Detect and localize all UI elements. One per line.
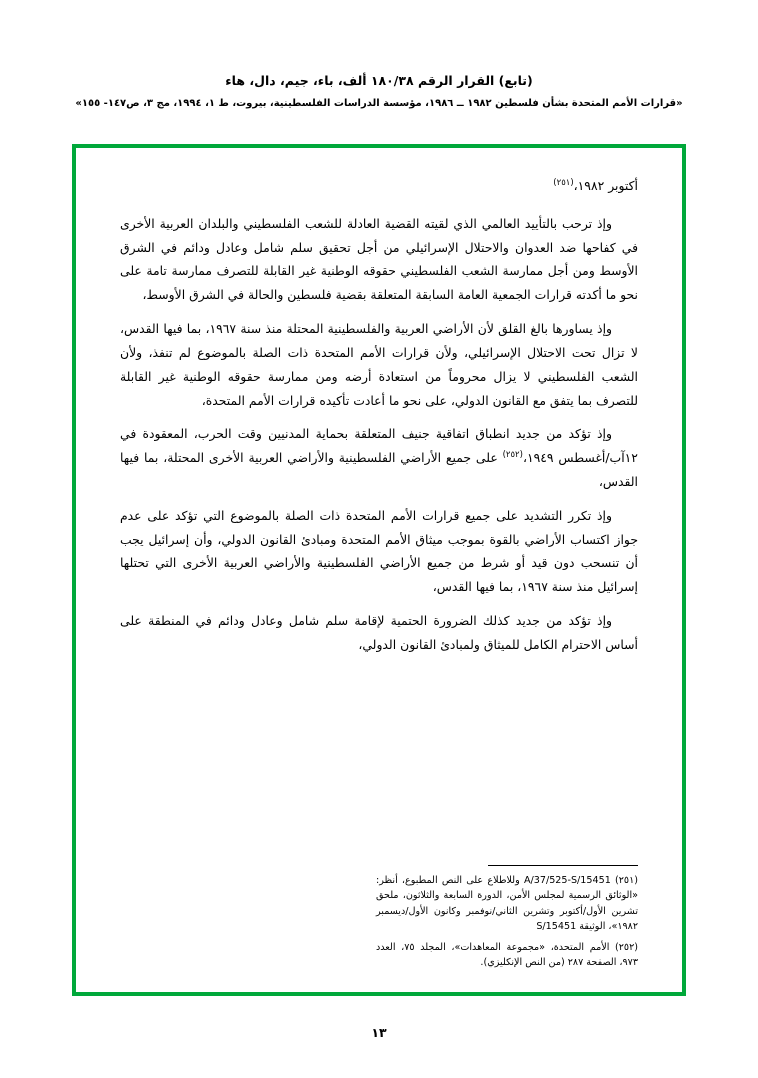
footnote-251-text: وللاطلاع على النص المطبوع، أنظر: «الوثائق الرسمية لمجلس الأمن، الدورة السابعة والثلاثون، ملحق تشرين الأول/أكتوبر وتشرين الثاني/نوفمبر وكانون الأول/ديسمبر ١٩٨٢»، الوثيقة: [376, 874, 638, 933]
document-body: [120, 174, 638, 657]
paragraph-1: وإذ ترحب بالتأييد العالمي الذي لقيته القضية العادلة للشعب الفلسطيني والبلدان العربية الأخرى في كفاحها ضد العدوان والاحتلال الإسرائيلي من أجل تحقيق سلم شامل وعادل ودائم في الشرق الأوسط ومن أجل ممارسة الشعب الفلسطيني حقوقه الوطنية غير القابلة للتصرف ممارسة تامة على نحو ما أكدته قرارات الجمعية العامة السابقة المتعلقة بقضية فلسطين والحالة في الشرق الأوسط،: [120, 215, 638, 303]
page-title: (تابع) القرار الرقم ١٨٠/٣٨ ألف، باء، جيم، دال، هاء: [225, 73, 533, 88]
frame-inner: [76, 148, 682, 992]
footnote-251-doc-code: A/37/525-S/15451: [523, 874, 611, 886]
paragraph-2: وإذ يساورها بالغ القلق لأن الأراضي العربية والفلسطينية المحتلة منذ سنة ١٩٦٧، بما فيها القدس، لا تزال تحت الاحتلال الإسرائيلي، ولأن قرارات الأمم المتحدة ذات الصلة بالموضوع لم تنفذ، ولأن الشعب الفلسطيني لا يزال محروماً من استعادة أرضه ومن ممارسة حقوقه الوطنية غير القابلة للتصرف بما يتفق مع القانون الدولي، على نحو ما أعادت تأكيده قرارات الأمم المتحدة،: [120, 321, 638, 408]
paragraph-4-text: جميع الأراضي الفلسطينية والأراضي العربية الأخرى المحتلة، بما فيها القدس،: [120, 450, 638, 489]
date-text: أكتوبر ١٩٨٢،: [573, 178, 638, 193]
paragraph-3-text: وإذ تؤكد من جديد انطباق اتفاقية جنيف المتعلقة بحماية المدنيين وقت الحرب، المعقودة في ١٢آب/أغسطس ١٩٤٩،: [120, 426, 638, 466]
paragraph-3: [120, 422, 638, 493]
paragraph-5: وإذ تكرر التشديد على جميع قرارات الأمم المتحدة ذات الصلة بالموضوع التي تؤكد على عدم جواز اكتساب الأراضي بالقوة بموجب ميثاق الأمم المتحدة ومبادئ القانون الدولي، وأن إسرائيل يجب أن تنسحب دون قيد أو شرط من جميع الأراضي الفلسطينية والأراضي العربية الأخرى التي تحتلها إسرائيل منذ سنة ١٩٦٧، بما فيها القدس،: [120, 507, 638, 595]
footnote-ref-251: (٢٥١): [553, 177, 574, 188]
footnote-separator: [488, 865, 638, 866]
document-header: [0, 72, 758, 111]
footnote-251-marker: (٢٥١): [615, 874, 638, 886]
footnote-ref-252: (٢٥٢): [502, 450, 523, 460]
footnote-251: [376, 873, 638, 935]
paragraph-6: وإذ تؤكد من جديد كذلك الضرورة الحتمية لإقامة سلم شامل وعادل ودائم في المنطقة على أساس الاحترام الكامل للميثاق ولمبادئ القانون الدولي،: [120, 613, 638, 652]
date-line: [120, 174, 638, 198]
paragraph-3-tail: على: [475, 450, 498, 466]
green-content-frame: [72, 144, 686, 996]
source-citation: «قرارات الأمم المتحدة بشأن فلسطين ١٩٨٢ ــ ١٩٨٦، مؤسسة الدراسات الفلسطينية، بيروت، ط ١، ١٩٩٤، مج ٣، ص١٤٧- ١٥٥»: [75, 97, 683, 109]
footnote-252-text: الأمم المتحدة، «مجموعة المعاهدات»، المجلد ٧٥، العدد ٩٧٣، الصفحة ٢٨٧ (من النص الإنكليزي).: [376, 941, 638, 969]
footnote-252-marker: (٢٥٢): [615, 941, 638, 953]
footnote-251-doc-code-2: S/15451: [536, 921, 577, 933]
footnotes: [376, 865, 638, 976]
page-number: ١٣: [371, 1025, 387, 1040]
footnote-252: [376, 940, 638, 971]
